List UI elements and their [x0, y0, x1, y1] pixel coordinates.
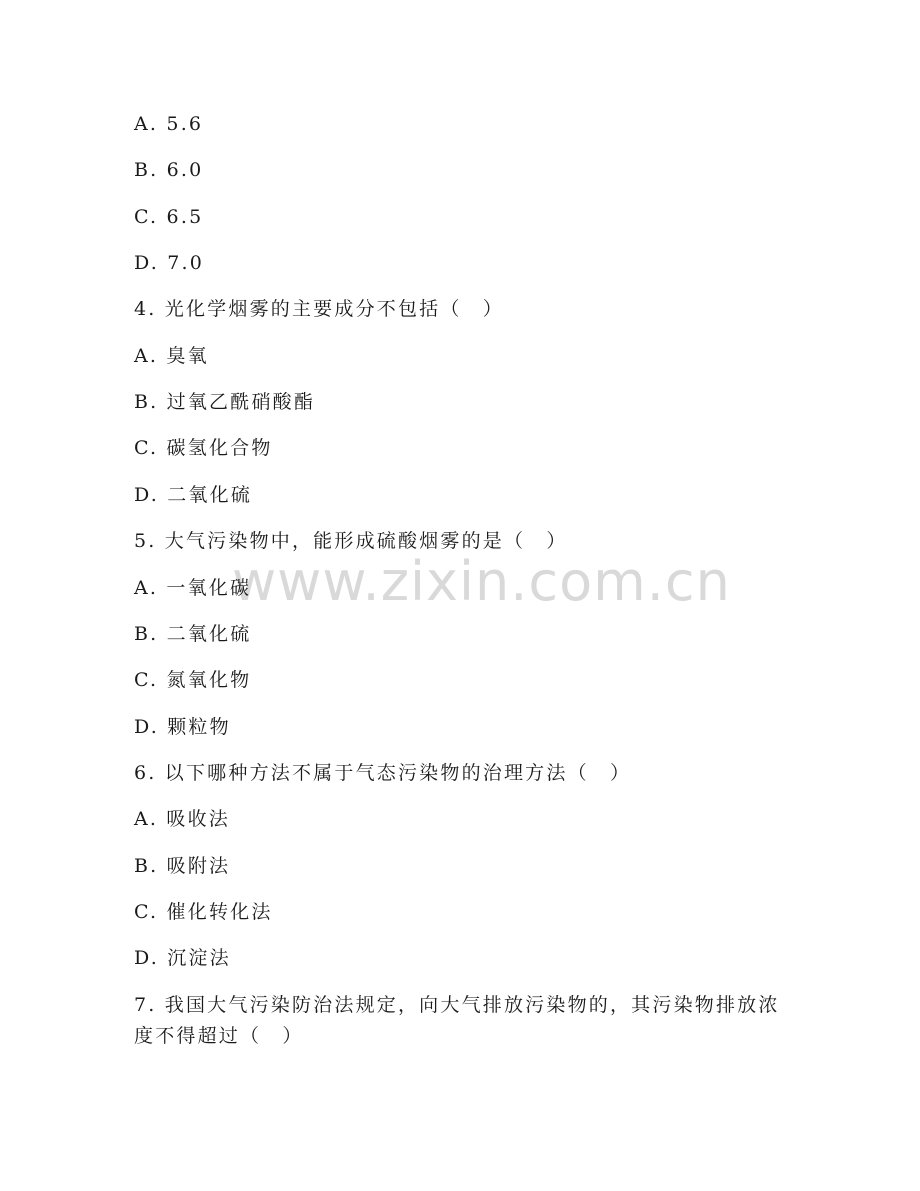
option-d: D. 7.0 [134, 252, 205, 274]
option-a: A. 臭氧 [134, 345, 209, 367]
option-c: C. 催化转化法 [134, 901, 273, 923]
option-a: A. 5.6 [134, 113, 204, 135]
option-c: C. 6.5 [134, 206, 204, 228]
option-d: D. 沉淀法 [134, 947, 231, 969]
option-a: A. 一氧化碳 [134, 577, 252, 599]
option-b: B. 吸附法 [134, 855, 231, 877]
watermark: www.zixin.com.cn [232, 550, 731, 613]
option-d: D. 颗粒物 [134, 716, 231, 738]
question-7-line-1: 7. 我国大气污染防治法规定，向大气排放污染物的，其污染物排放浓 [134, 994, 780, 1016]
option-a: A. 吸收法 [134, 808, 231, 830]
question-5: 5. 大气污染物中，能形成硫酸烟雾的是（ ） [134, 530, 568, 552]
option-b: B. 6.0 [134, 159, 204, 181]
option-b: B. 二氧化硫 [134, 623, 252, 645]
question-6: 6. 以下哪种方法不属于气态污染物的治理方法（ ） [134, 762, 632, 784]
option-d: D. 二氧化硫 [134, 484, 253, 506]
question-4: 4. 光化学烟雾的主要成分不包括（ ） [134, 298, 504, 320]
option-b: B. 过氧乙酰硝酸酯 [134, 391, 316, 413]
option-c: C. 碳氢化合物 [134, 437, 273, 459]
question-7-line-2: 度不得超过（ ） [134, 1025, 304, 1047]
option-c: C. 氮氧化物 [134, 669, 252, 691]
